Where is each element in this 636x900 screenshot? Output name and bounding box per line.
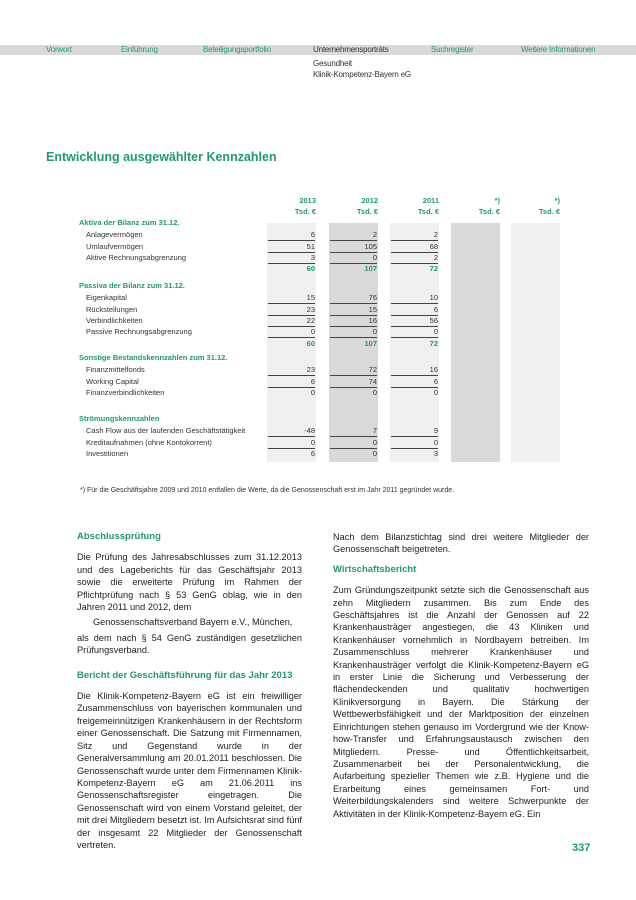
table-row-label: Finanzmittelfonds [86,365,145,375]
table-cell: 0 [372,387,377,397]
table-cell: 0 [433,387,438,397]
table-cell: 0 [310,387,315,397]
nav-item-vorwort[interactable]: Vorwort [46,45,72,54]
heading-wirtschaftsbericht: Wirtschaftsbericht [333,563,417,575]
breadcrumb-klinik-kompetenz-bayern[interactable]: Klinik-Kompetenz-Bayern eG [313,70,411,79]
column-background-empty-2 [511,223,560,462]
paragraph-wirtschaftsbericht: Zum Gründungszeitpunkt setzte sich die Genossenschaft aus zehn Mitgliedern zusammen. Bis zum Ende des Geschäftsjahres ist die Anzahl der Genossen auf 22 Krankenhausträger angestiegen, die 43 Kliniken und Krankenhäuser vornehmlich in Nordbayern betreiben. Im Zusammenschluss mehrerer Krankenhäuser und Krankenhausträger verfolgt die Klinik-Kompetenz-Bayern eG in erster Linie die Sicherung und Verbesserung der flächendeckenden und qualitativ hochwertigen Klinikversorgung in Bayern. Die Stärkung der Wettbewerbsfähigkeit und der Marktposition der einzelnen Einrichtungen stehen genauso im Vordergrund wie der Know-how-Transfer und Erfahrungsaustausch zwischen den Mitgliedern. Presse- und Öffentlichkeitsarbeit, Zusammenarbeit bei der Personalentwicklung, die Aufarbeitung spezieller Themen wie z.B. Hygiene und die Erarbeitung eines gemeinsamen Fort- und Weiterbildungskalenders sind weitere Schwerpunkte der Aktivitäten in der Klinik-Kompetenz-Bayern eG. Ein [333,585,589,819]
table-row-label: Cash Flow aus der laufenden Geschäftstätigkeit [86,426,246,436]
column-year-footnote-1: *) [494,196,500,205]
table-cell: 0 [391,326,438,338]
table-cell: 105 [330,241,377,253]
table-cell: 0 [268,437,315,449]
table-cell: 6 [310,448,315,458]
table-cell: 16 [330,315,377,327]
table-row-label: Kreditaufnahmen (ohne Kontokorrent) [86,437,212,447]
paragraph-abschluss-3: als dem nach § 54 GenG zuständigen gesetzlichen Prüfungsverband. [77,632,302,656]
table-row-label: Passive Rechnungsabgrenzung [86,327,192,337]
table-cell: 51 [268,241,315,253]
table-footnote: *) Für die Geschäftsjahre 2009 und 2010 entfallen die Werte, da die Genossenschaft erst im Jahr 2011 gegründet wurde. [80,487,455,494]
left-text-column [77,531,302,851]
column-unit-2012: Tsd. € [356,207,378,216]
table-total-cell: 107 [364,338,377,348]
table-row-label: Eigenkapital [86,293,127,303]
table-cell: 6 [268,229,315,241]
table-cell: 68 [391,241,438,253]
table-cell: 23 [268,304,315,316]
right-text-column [333,531,589,820]
table-cell: 2 [391,252,438,264]
table-row-label: Investitionen [86,448,129,458]
table-cell: 6 [391,376,438,388]
table-cell: 10 [391,292,438,304]
table-cell: 2 [330,229,377,241]
column-background-empty-1 [451,223,500,462]
page-number: 337 [572,842,591,854]
column-unit-2013: Tsd. € [294,207,316,216]
table-cell: 22 [268,315,315,327]
table-cell: 0 [330,326,377,338]
table-cell: 15 [330,304,377,316]
column-year-footnote-2: *) [554,196,560,205]
heading-bericht-geschaeftsfuehrung: Bericht der Geschäftsführung für das Jahr 2013 [77,669,293,681]
table-cell: 0 [330,437,377,449]
table-total-cell: 60 [306,338,315,348]
table-cell: 0 [391,437,438,449]
nav-item-unternehmensportraets[interactable]: Unternehmensporträts [313,45,389,54]
table-group-label: Strömungskennzahlen [79,414,160,423]
nav-item-weitere-informationen[interactable]: Weitere Informationen [521,45,596,54]
paragraph-bericht: Die Klinik-Kompetenz-Bayern eG ist ein freiwilliger Zusammenschluss von bayerischen kommunalen und freigemeinnützigen Krankenhäusern in der Rechtsform einer Genossenschaft. Die Satzung mit Firmennamen, Sitz und Gegenstand wurde in der Generalversammlung am 20.01.2011 beschlossen. Die Genossenschaft wurde unter dem Firmennamen Klinik-Kompetenz-Bayern eG am 21.06.2011 ins Genossenschaftsregister eingetragen. Die Genossenschaft wird von einem Vorstand geleitet, der mit drei Mitgliedern besetzt ist. Im Aufsichtsrat sind fünf der insgesamt 22 Mitglieder der Genossenschaft vertreten. [77,691,302,850]
section-title: Entwicklung ausgewählter Kennzahlen [46,150,277,164]
table-cell: 7 [330,425,377,437]
table-cell: -48 [268,425,315,437]
table-row-label: Rückstellungen [86,304,138,314]
column-year-2012: 2012 [361,196,378,205]
table-cell: 74 [330,376,377,388]
paragraph-abschluss-1: Die Prüfung des Jahresabschlusses zum 31.12.2013 und des Lageberichts für das Geschäftsjahr 2013 sowie die erweiterte Prüfung im Rahmen der Pflichtprüfung nach § 53 GenG oblag, wie in den Jahren 2011 und 2012, dem [77,552,302,613]
table-cell: 15 [268,292,315,304]
table-cell: 3 [433,448,438,458]
table-cell: 76 [330,292,377,304]
nav-item-einfuehrung[interactable]: Einführung [121,45,158,54]
table-row-label: Finanzverbindlichkeiten [86,387,165,397]
table-row-label: Working Capital [86,376,139,386]
table-total-cell: 72 [429,264,438,274]
table-group-label: Passiva der Bilanz zum 31.12. [79,281,185,290]
table-group-label: Sonstige Bestandskennzahlen zum 31.12. [79,353,228,362]
column-unit-footnote-2: Tsd. € [538,207,560,216]
table-total-cell: 72 [429,338,438,348]
table-cell: 6 [268,376,315,388]
column-unit-footnote-1: Tsd. € [478,207,500,216]
column-year-2011: 2011 [422,196,439,205]
table-cell: 6 [391,304,438,316]
nav-item-beteiligungsportfolio[interactable]: Beteiligungsportfolio [203,45,271,54]
top-navigation-bar [0,45,636,55]
table-row-label: Umlaufvermögen [86,241,144,251]
table-cell: 23 [268,364,315,376]
table-cell: 56 [391,315,438,327]
column-unit-2011: Tsd. € [417,207,439,216]
table-cell: 2 [391,229,438,241]
table-total-cell: 107 [364,264,377,274]
paragraph-abschluss-2: Genossenschaftsverband Bayern e.V., München, [93,617,293,628]
table-group-label: Aktiva der Bilanz zum 31.12. [79,218,180,227]
breadcrumb-gesundheit[interactable]: Gesundheit [313,59,352,68]
table-cell: 0 [372,448,377,458]
paragraph-intro: Nach dem Bilanzstichtag sind drei weitere Mitglieder der Genossenschaft beigetreten. [333,532,589,555]
table-cell: 72 [330,364,377,376]
table-cell: 9 [391,425,438,437]
table-cell: 0 [268,326,315,338]
table-cell: 0 [330,252,377,264]
table-cell: 3 [268,252,315,264]
table-cell: 16 [391,364,438,376]
column-year-2013: 2013 [299,196,316,205]
table-row-label: Aktive Rechnungsabgrenzung [86,252,187,262]
table-row-label: Verbindlichkeiten [86,315,143,325]
table-total-cell: 60 [306,264,315,274]
heading-abschlusspruefung: Abschlussprüfung [77,531,161,542]
table-row-label: Anlagevermögen [86,230,143,240]
nav-item-suchregister[interactable]: Suchregister [431,45,474,54]
